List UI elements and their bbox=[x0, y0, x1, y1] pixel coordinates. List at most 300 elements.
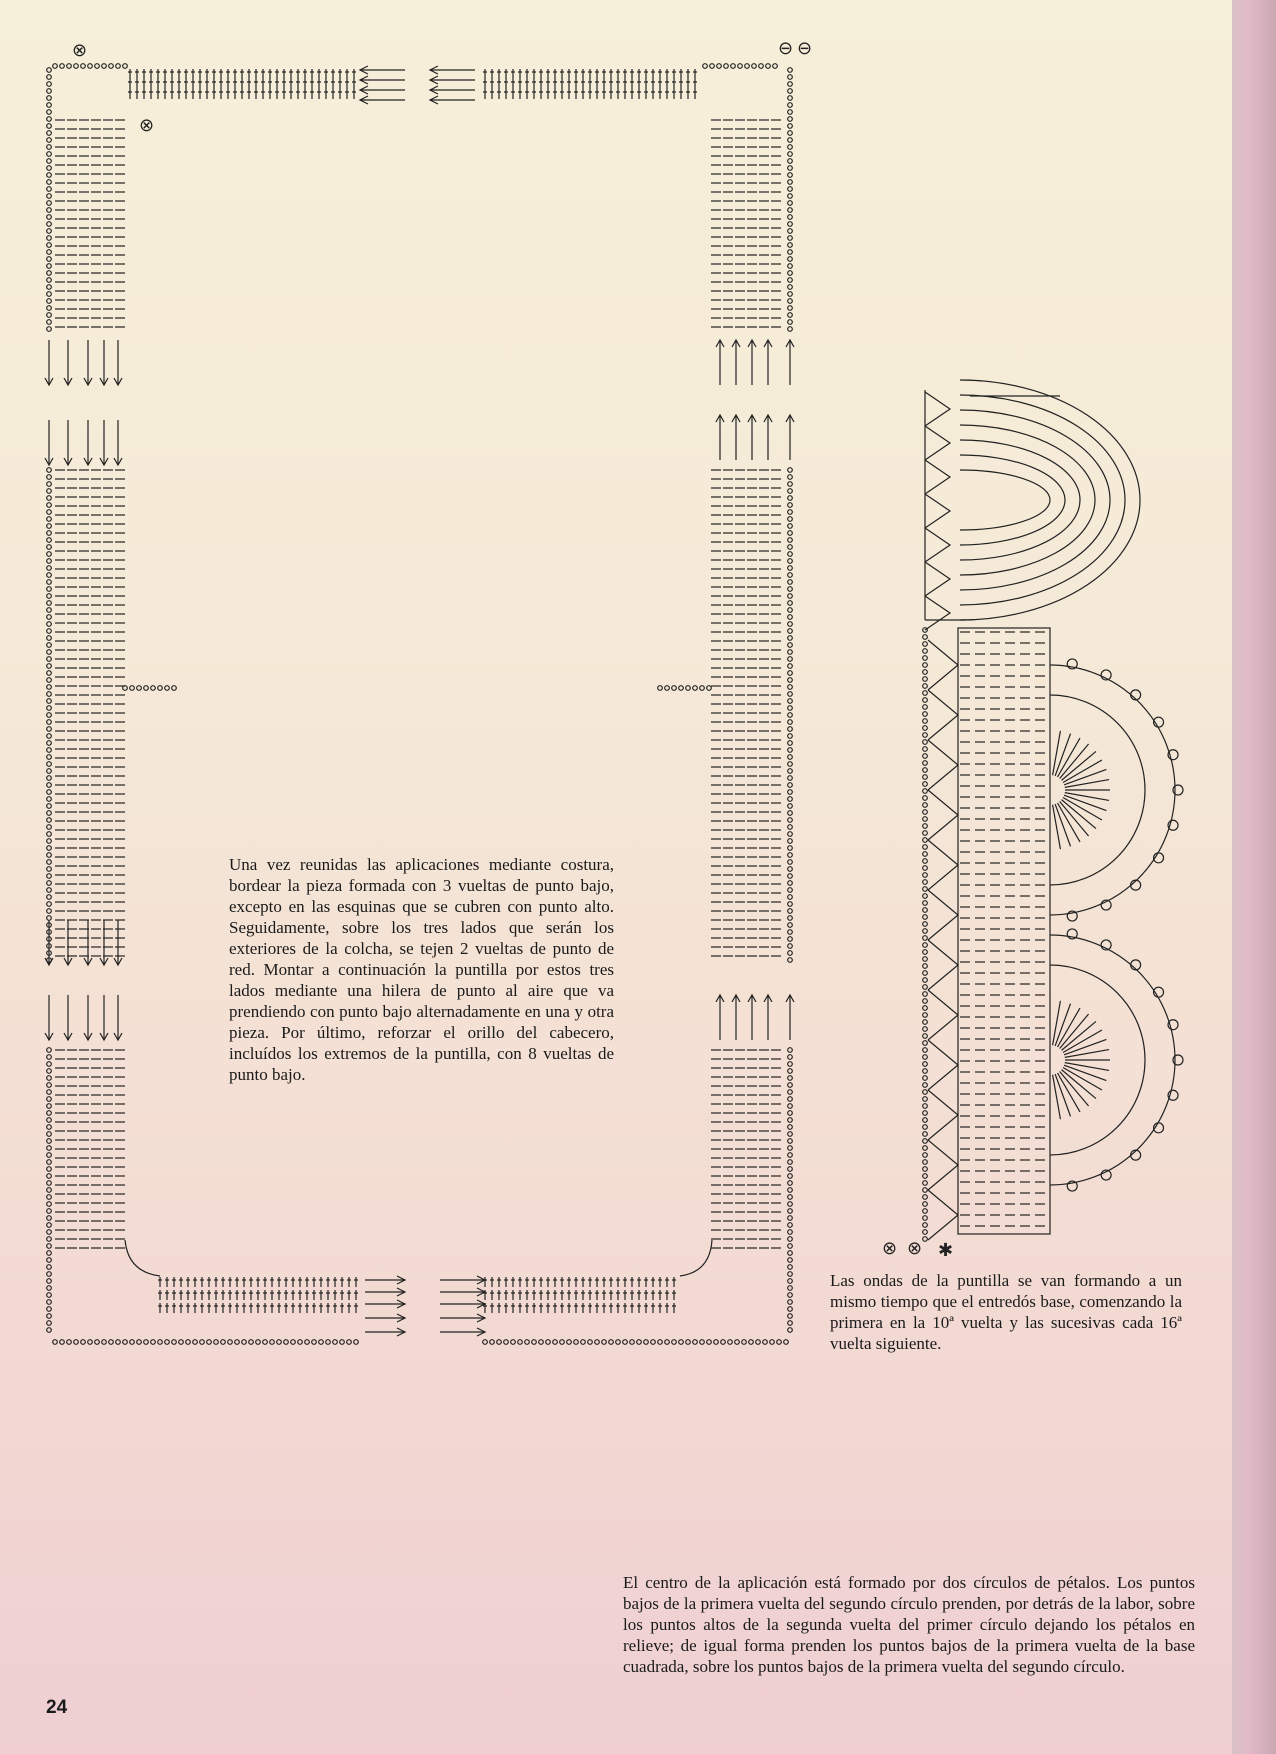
chain-stitch bbox=[788, 138, 793, 143]
chain-stitch bbox=[788, 1202, 793, 1207]
chain-stitch bbox=[116, 64, 121, 69]
fan-spoke bbox=[1064, 769, 1106, 784]
chain-stitch bbox=[137, 1340, 142, 1345]
chain-stitch bbox=[47, 208, 52, 213]
chain-stitch bbox=[923, 747, 928, 752]
chain-stitch bbox=[47, 517, 52, 522]
chain-stitch bbox=[130, 1340, 135, 1345]
chain-stitch bbox=[788, 1146, 793, 1151]
chain-stitch bbox=[47, 1076, 52, 1081]
chain-stitch bbox=[47, 783, 52, 788]
chain-stitch bbox=[525, 1340, 530, 1345]
chain-stitch bbox=[158, 1340, 163, 1345]
chain-stitch bbox=[788, 881, 793, 886]
chain-stitch bbox=[665, 1340, 670, 1345]
chain-stitch bbox=[47, 1230, 52, 1235]
chain-stitch bbox=[923, 1034, 928, 1039]
chain-stitch bbox=[788, 587, 793, 592]
chain-stitch bbox=[679, 686, 684, 691]
chain-stitch bbox=[724, 64, 729, 69]
chain-stitch bbox=[788, 166, 793, 171]
chain-stitch bbox=[777, 1340, 782, 1345]
zigzag-mark bbox=[925, 426, 950, 460]
chain-stitch bbox=[788, 832, 793, 837]
chain-stitch bbox=[47, 818, 52, 823]
chain-stitch bbox=[81, 64, 86, 69]
chain-stitch bbox=[483, 1340, 488, 1345]
chain-stitch bbox=[788, 1307, 793, 1312]
chain-stitch bbox=[700, 686, 705, 691]
chain-stitch bbox=[47, 636, 52, 641]
zigzag-mark bbox=[925, 392, 950, 426]
chain-stitch bbox=[47, 832, 52, 837]
corner-curve bbox=[125, 1240, 160, 1276]
chain-stitch bbox=[788, 1188, 793, 1193]
chain-stitch bbox=[788, 944, 793, 949]
chain-stitch bbox=[923, 1202, 928, 1207]
chain-stitch bbox=[47, 1167, 52, 1172]
chain-stitch bbox=[788, 566, 793, 571]
chain-stitch bbox=[47, 482, 52, 487]
chain-stitch bbox=[788, 1314, 793, 1319]
chain-stitch bbox=[672, 686, 677, 691]
chain-stitch bbox=[47, 601, 52, 606]
chain-stitch bbox=[788, 846, 793, 851]
chain-stitch bbox=[923, 775, 928, 780]
chain-stitch bbox=[47, 489, 52, 494]
chain-stitch bbox=[284, 1340, 289, 1345]
chain-stitch bbox=[788, 117, 793, 122]
chain-stitch bbox=[788, 818, 793, 823]
chain-stitch bbox=[923, 1230, 928, 1235]
chain-stitch bbox=[532, 1340, 537, 1345]
chain-stitch bbox=[923, 663, 928, 668]
chain-stitch bbox=[788, 1118, 793, 1123]
chain-stitch bbox=[47, 1244, 52, 1249]
chain-stitch bbox=[679, 1340, 684, 1345]
chain-stitch bbox=[47, 1279, 52, 1284]
chain-stitch bbox=[788, 685, 793, 690]
chain-stitch bbox=[47, 776, 52, 781]
chain-stitch bbox=[923, 810, 928, 815]
chain-stitch bbox=[47, 881, 52, 886]
chain-stitch bbox=[47, 888, 52, 893]
chain-stitch bbox=[923, 845, 928, 850]
chain-stitch bbox=[923, 852, 928, 857]
chain-stitch bbox=[47, 552, 52, 557]
chain-stitch bbox=[923, 1132, 928, 1137]
chain-stitch bbox=[923, 1013, 928, 1018]
chain-stitch bbox=[47, 222, 52, 227]
zigzag-mark bbox=[925, 562, 950, 596]
chain-stitch bbox=[47, 524, 52, 529]
chain-stitch bbox=[47, 68, 52, 73]
chain-stitch bbox=[923, 740, 928, 745]
chain-stitch bbox=[923, 901, 928, 906]
chain-stitch bbox=[47, 1174, 52, 1179]
chain-stitch bbox=[47, 89, 52, 94]
chain-stitch bbox=[47, 229, 52, 234]
chain-stitch bbox=[47, 594, 52, 599]
chain-stitch bbox=[788, 1076, 793, 1081]
chain-stitch bbox=[728, 1340, 733, 1345]
chain-stitch bbox=[788, 96, 793, 101]
chain-stitch bbox=[249, 1340, 254, 1345]
chain-stitch bbox=[788, 650, 793, 655]
chain-stitch bbox=[47, 306, 52, 311]
chain-stitch bbox=[788, 664, 793, 669]
chain-stitch bbox=[788, 1195, 793, 1200]
chain-stitch bbox=[731, 64, 736, 69]
chain-stitch bbox=[788, 68, 793, 73]
chain-stitch bbox=[47, 503, 52, 508]
chain-stitch bbox=[923, 866, 928, 871]
chain-stitch bbox=[354, 1340, 359, 1345]
chain-stitch bbox=[788, 741, 793, 746]
chain-stitch bbox=[347, 1340, 352, 1345]
chain-stitch bbox=[923, 677, 928, 682]
chain-stitch bbox=[923, 1167, 928, 1172]
chain-stitch bbox=[788, 1125, 793, 1130]
chain-stitch bbox=[637, 1340, 642, 1345]
chain-stitch bbox=[165, 1340, 170, 1345]
chain-stitch bbox=[588, 1340, 593, 1345]
chain-stitch bbox=[47, 678, 52, 683]
chain-stitch bbox=[923, 999, 928, 1004]
chain-stitch bbox=[47, 804, 52, 809]
chain-stitch bbox=[788, 783, 793, 788]
chain-stitch bbox=[923, 1006, 928, 1011]
chain-stitch bbox=[616, 1340, 621, 1345]
chain-stitch bbox=[923, 908, 928, 913]
chain-stitch bbox=[47, 692, 52, 697]
zigzag-mark bbox=[928, 940, 958, 990]
chain-stitch bbox=[788, 187, 793, 192]
chain-stitch bbox=[788, 608, 793, 613]
chain-stitch bbox=[553, 1340, 558, 1345]
chain-stitch bbox=[47, 706, 52, 711]
chain-stitch bbox=[47, 797, 52, 802]
wave-arc bbox=[960, 440, 1080, 560]
chain-stitch bbox=[773, 64, 778, 69]
chain-stitch bbox=[47, 1097, 52, 1102]
chain-stitch bbox=[47, 1132, 52, 1137]
chain-stitch bbox=[47, 846, 52, 851]
chain-stitch bbox=[788, 580, 793, 585]
chain-stitch bbox=[788, 292, 793, 297]
chain-stitch bbox=[47, 671, 52, 676]
chain-stitch bbox=[788, 173, 793, 178]
chain-stitch bbox=[47, 1160, 52, 1165]
chain-stitch bbox=[788, 180, 793, 185]
chain-stitch bbox=[47, 75, 52, 80]
chain-stitch bbox=[144, 1340, 149, 1345]
chain-stitch bbox=[788, 131, 793, 136]
chain-stitch bbox=[923, 1181, 928, 1186]
chain-stitch bbox=[788, 496, 793, 501]
chain-stitch bbox=[923, 964, 928, 969]
chain-stitch bbox=[47, 811, 52, 816]
chain-stitch bbox=[923, 1139, 928, 1144]
chain-stitch bbox=[47, 271, 52, 276]
chain-stitch bbox=[788, 573, 793, 578]
chain-stitch bbox=[47, 173, 52, 178]
zigzag-mark bbox=[928, 740, 958, 790]
chain-stitch bbox=[263, 1340, 268, 1345]
chain-stitch bbox=[788, 692, 793, 697]
chain-stitch bbox=[693, 686, 698, 691]
chain-stitch bbox=[179, 1340, 184, 1345]
zigzag-mark bbox=[928, 790, 958, 840]
chain-stitch bbox=[788, 930, 793, 935]
chain-stitch bbox=[788, 839, 793, 844]
chain-stitch bbox=[788, 1083, 793, 1088]
chain-stitch bbox=[788, 769, 793, 774]
chain-stitch bbox=[47, 117, 52, 122]
chain-stitch bbox=[788, 1160, 793, 1165]
chain-stitch bbox=[539, 1340, 544, 1345]
chain-stitch bbox=[109, 64, 114, 69]
zigzag-mark bbox=[928, 690, 958, 740]
chain-stitch bbox=[74, 64, 79, 69]
chain-stitch bbox=[923, 1055, 928, 1060]
fan-spoke bbox=[1055, 1004, 1070, 1046]
chain-stitch bbox=[788, 145, 793, 150]
start-marker-icon: ⊗ bbox=[139, 115, 155, 135]
chain-stitch bbox=[923, 670, 928, 675]
chain-stitch bbox=[123, 1340, 128, 1345]
edging-frame bbox=[925, 390, 965, 620]
chain-stitch bbox=[923, 1104, 928, 1109]
chain-stitch bbox=[47, 1202, 52, 1207]
chain-stitch bbox=[340, 1340, 345, 1345]
fan-spoke bbox=[1065, 1050, 1109, 1058]
chain-stitch bbox=[923, 1160, 928, 1165]
fan-spoke bbox=[1053, 1001, 1061, 1045]
chain-stitch bbox=[214, 1340, 219, 1345]
chain-stitch bbox=[923, 950, 928, 955]
chain-stitch bbox=[923, 1076, 928, 1081]
chain-stitch bbox=[788, 236, 793, 241]
chain-stitch bbox=[47, 82, 52, 87]
chain-stitch bbox=[788, 201, 793, 206]
chain-stitch bbox=[47, 1090, 52, 1095]
chain-stitch bbox=[47, 1286, 52, 1291]
chain-stitch bbox=[788, 1244, 793, 1249]
chain-stitch bbox=[788, 89, 793, 94]
chain-stitch bbox=[47, 1048, 52, 1053]
chain-stitch bbox=[714, 1340, 719, 1345]
start-marker-icon: ⊗ bbox=[72, 40, 88, 60]
chain-stitch bbox=[923, 894, 928, 899]
chain-stitch bbox=[47, 166, 52, 171]
zigzag-mark bbox=[925, 494, 950, 528]
chain-stitch bbox=[923, 971, 928, 976]
chain-stitch bbox=[47, 629, 52, 634]
start-marker-icon: ⊗ bbox=[907, 1238, 923, 1258]
chain-stitch bbox=[788, 299, 793, 304]
chain-stitch bbox=[47, 285, 52, 290]
chain-stitch bbox=[47, 152, 52, 157]
chain-stitch bbox=[47, 313, 52, 318]
chain-stitch bbox=[788, 489, 793, 494]
chain-stitch bbox=[923, 859, 928, 864]
chain-stitch bbox=[47, 559, 52, 564]
chain-stitch bbox=[788, 1258, 793, 1263]
fan-spoke bbox=[1065, 780, 1109, 788]
chain-stitch bbox=[47, 1314, 52, 1319]
zigzag-mark bbox=[928, 640, 958, 690]
chain-stitch bbox=[923, 719, 928, 724]
chain-stitch bbox=[47, 201, 52, 206]
chain-stitch bbox=[923, 831, 928, 836]
chain-stitch bbox=[788, 1223, 793, 1228]
chain-stitch bbox=[326, 1340, 331, 1345]
chain-stitch bbox=[745, 64, 750, 69]
chain-stitch bbox=[60, 1340, 65, 1345]
chain-stitch bbox=[47, 145, 52, 150]
chain-stitch bbox=[490, 1340, 495, 1345]
chain-stitch bbox=[788, 902, 793, 907]
chain-stitch bbox=[312, 1340, 317, 1345]
fan-spoke bbox=[1053, 1075, 1061, 1119]
chain-stitch bbox=[644, 1340, 649, 1345]
chain-stitch bbox=[47, 909, 52, 914]
zigzag-mark bbox=[928, 1040, 958, 1090]
chain-stitch bbox=[47, 769, 52, 774]
fan-spoke bbox=[1064, 1065, 1106, 1080]
chain-stitch bbox=[788, 811, 793, 816]
chain-stitch bbox=[47, 1055, 52, 1060]
chain-stitch bbox=[151, 1340, 156, 1345]
chain-stitch bbox=[47, 278, 52, 283]
page-number: 24 bbox=[46, 1697, 68, 1718]
chain-stitch bbox=[788, 713, 793, 718]
chain-stitch bbox=[47, 1125, 52, 1130]
chain-stitch bbox=[788, 951, 793, 956]
chain-stitch bbox=[47, 215, 52, 220]
chain-stitch bbox=[130, 686, 135, 691]
chain-stitch bbox=[742, 1340, 747, 1345]
chain-stitch bbox=[923, 1062, 928, 1067]
chain-stitch bbox=[574, 1340, 579, 1345]
chain-stitch bbox=[788, 615, 793, 620]
chain-stitch bbox=[788, 762, 793, 767]
chain-stitch bbox=[788, 285, 793, 290]
chain-stitch bbox=[788, 636, 793, 641]
chain-stitch bbox=[60, 64, 65, 69]
chain-stitch bbox=[47, 916, 52, 921]
chain-stitch bbox=[291, 1340, 296, 1345]
chain-stitch bbox=[123, 64, 128, 69]
chain-stitch bbox=[788, 222, 793, 227]
chain-stitch bbox=[923, 803, 928, 808]
chain-stitch bbox=[623, 1340, 628, 1345]
chain-stitch bbox=[763, 1340, 768, 1345]
chain-stitch bbox=[47, 1188, 52, 1193]
chain-stitch bbox=[67, 64, 72, 69]
chain-stitch bbox=[788, 1321, 793, 1326]
end-marker-icon: ✱ bbox=[938, 1240, 954, 1260]
chain-stitch bbox=[47, 299, 52, 304]
chain-stitch bbox=[788, 503, 793, 508]
chain-stitch bbox=[47, 1300, 52, 1305]
chain-stitch bbox=[567, 1340, 572, 1345]
chain-stitch bbox=[53, 64, 58, 69]
chain-stitch bbox=[333, 1340, 338, 1345]
chain-stitch bbox=[581, 1340, 586, 1345]
chain-stitch bbox=[788, 1069, 793, 1074]
chain-stitch bbox=[47, 292, 52, 297]
chain-stitch bbox=[923, 796, 928, 801]
chain-stitch bbox=[47, 531, 52, 536]
waves-note: Las ondas de la puntilla se van formando a un mismo tiempo que el entredós base, comenzando la primera en la 10ª vuelta y las sucesivas cada 16ª vuelta siguiente. bbox=[830, 1271, 1182, 1353]
chain-stitch bbox=[47, 622, 52, 627]
chain-stitch bbox=[788, 923, 793, 928]
chain-stitch bbox=[609, 1340, 614, 1345]
chain-stitch bbox=[95, 64, 100, 69]
chain-stitch bbox=[788, 152, 793, 157]
chain-stitch bbox=[788, 825, 793, 830]
chain-stitch bbox=[788, 208, 793, 213]
chain-stitch bbox=[717, 64, 722, 69]
start-marker-icon: ⊗ bbox=[882, 1238, 898, 1258]
chain-stitch bbox=[81, 1340, 86, 1345]
chain-stitch bbox=[242, 1340, 247, 1345]
chain-stitch bbox=[47, 1307, 52, 1312]
chain-stitch bbox=[923, 1146, 928, 1151]
chain-stitch bbox=[788, 1237, 793, 1242]
chain-stitch bbox=[923, 789, 928, 794]
chain-stitch bbox=[735, 1340, 740, 1345]
chain-stitch bbox=[788, 1286, 793, 1291]
chain-stitch bbox=[47, 243, 52, 248]
chain-stitch bbox=[923, 1111, 928, 1116]
chain-stitch bbox=[788, 860, 793, 865]
chain-stitch bbox=[923, 880, 928, 885]
chain-stitch bbox=[47, 895, 52, 900]
chain-stitch bbox=[298, 1340, 303, 1345]
chain-stitch bbox=[47, 713, 52, 718]
chain-stitch bbox=[144, 686, 149, 691]
chain-stitch bbox=[923, 1216, 928, 1221]
chain-stitch bbox=[788, 257, 793, 262]
chain-stitch bbox=[788, 215, 793, 220]
chain-stitch bbox=[47, 874, 52, 879]
chain-stitch bbox=[305, 1340, 310, 1345]
chain-stitch bbox=[47, 755, 52, 760]
chain-stitch bbox=[788, 720, 793, 725]
chain-stitch bbox=[651, 1340, 656, 1345]
chain-stitch bbox=[788, 958, 793, 963]
chain-stitch bbox=[47, 657, 52, 662]
chain-stitch bbox=[788, 250, 793, 255]
chain-stitch bbox=[923, 1195, 928, 1200]
center-note: El centro de la aplicación está formado por dos círculos de pétalos. Los puntos bajos de la primera vuelta del segundo círculo prenden, por detrás de la labor, sobre los puntos altos de la segunda vuelta del primer círculo dejando los pétalos en relieve; de igual forma prenden los puntos bajos de la primera vuelta de la base cuadrada, sobre los puntos bajos de la primera vuelta del segundo círculo. bbox=[623, 1573, 1195, 1676]
chain-stitch bbox=[923, 712, 928, 717]
chain-stitch bbox=[923, 656, 928, 661]
chain-stitch bbox=[686, 686, 691, 691]
chain-stitch bbox=[788, 1097, 793, 1102]
chain-stitch bbox=[752, 64, 757, 69]
edging-frame bbox=[958, 628, 1050, 1234]
chain-stitch bbox=[47, 748, 52, 753]
chain-stitch bbox=[788, 699, 793, 704]
chain-stitch bbox=[200, 1340, 205, 1345]
chain-stitch bbox=[256, 1340, 261, 1345]
chain-stitch bbox=[47, 860, 52, 865]
alt-marker-icon: ⊖ bbox=[778, 38, 794, 58]
